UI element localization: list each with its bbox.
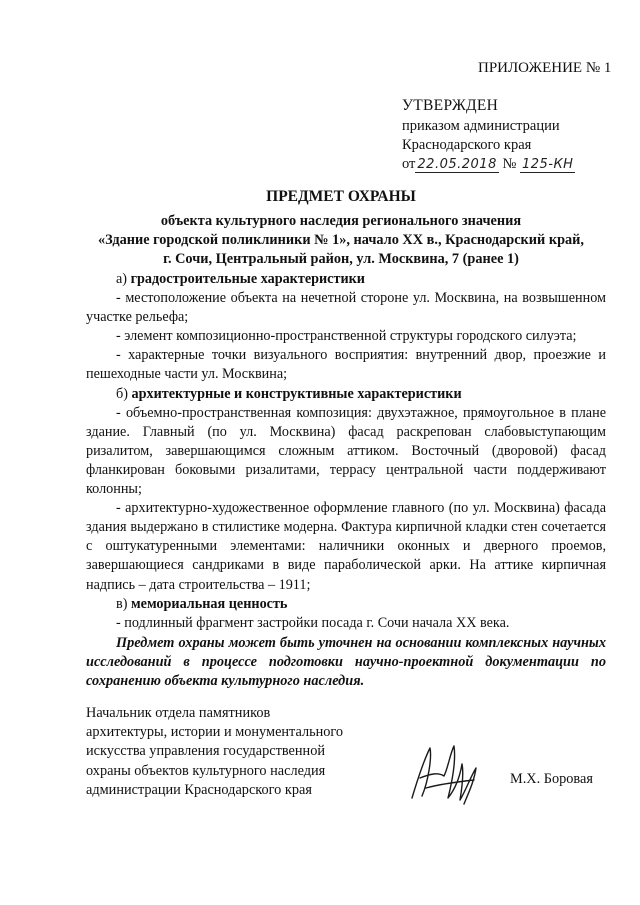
signer-line-1: Начальник отдела памятников	[86, 705, 271, 721]
document-heading	[86, 188, 596, 269]
handwritten-signature	[404, 738, 490, 810]
approval-date-line	[402, 155, 575, 174]
section-b-heading	[86, 385, 606, 404]
approval-block	[402, 96, 575, 174]
signer-line-5: администрации Краснодарского края	[86, 781, 312, 798]
signer-name: М.Х. Боровая	[510, 771, 593, 787]
section-c-item-1: - подлинный фрагмент застройки посада г. Сочи начала XX века.	[116, 614, 510, 631]
appendix-label: ПРИЛОЖЕНИЕ № 1	[478, 60, 612, 76]
handwritten-number: 125-КН	[521, 157, 574, 172]
signer-line-2: архитектуры, истории и монументального	[86, 724, 344, 741]
section-a-item-3: - характерные точки визуального восприятия: внутренний двор, проезжие и пешеходные части ул. Москвина;	[86, 347, 606, 383]
signer-line-4: охраны объектов культурного наследия	[86, 762, 326, 779]
page-title: ПРЕДМЕТ ОХРАНЫ	[266, 188, 416, 205]
section-b-item-1: - объемно-пространственная композиция: двухэтажное, прямоугольное в плане здание. Главный (по ул. Москвина) фасад раскрепован слабовыступающим ризалитом, завершающимся сложным аттиком. Восточный (дворовой) фасад фланкирован боковыми ризалитами, террасу центральной части поддерживают колонны;	[86, 404, 606, 498]
section-a-item-1: - местоположение объекта на нечетной стороне ул. Москвина, на возвышенном участке рельефа;	[86, 290, 606, 326]
approval-title: УТВЕРЖДЕН	[402, 97, 499, 114]
section-b-title: архитектурные и конструктивные характеристики	[131, 385, 462, 402]
approval-line-2: Краснодарского края	[402, 137, 532, 153]
section-c-heading	[86, 595, 606, 614]
approval-line-1: приказом администрации	[402, 118, 560, 134]
section-b-prefix: б)	[116, 385, 128, 402]
signer-line-3: искусства управления государственной	[86, 743, 325, 760]
heading-line-3: г. Сочи, Центральный район, ул. Москвина, 7 (ранее 1)	[163, 251, 519, 267]
signer-block	[86, 704, 386, 800]
number-prefix: №	[502, 156, 517, 172]
section-c-prefix: в)	[116, 595, 128, 612]
protection-note: Предмет охраны может быть уточнен на основании комплексных научных исследований в процессе подготовки научно-проектной документации по сохранению объекта культурного наследия.	[86, 635, 606, 689]
handwritten-date: 22.05.2018	[417, 157, 497, 172]
section-a-title: градостроительные характеристики	[130, 271, 365, 287]
section-c-title: мемориальная ценность	[130, 595, 288, 612]
section-b-item-2: - архитектурно-художественное оформление главного (по ул. Москвина) фасада здания выдержано в стилистике модерна. Фактура кирпичной кладки стен сочетается с оштукатуренными элементами: наличники оконных и дверного проемов, завершающиеся сандриками в виде параболической арки. На аттике кирпичная надпись – дата строительства – 1911;	[86, 500, 606, 593]
section-a-heading	[86, 270, 606, 289]
section-a-prefix: а)	[116, 271, 128, 287]
heading-line-1: объекта культурного наследия регионального значения	[160, 213, 522, 229]
date-prefix: от	[402, 156, 416, 172]
heading-line-2: «Здание городской поликлиники № 1», начало XX в., Краснодарский край,	[98, 232, 584, 248]
section-a-item-2: - элемент композиционно-пространственной структуры городского силуэта;	[116, 328, 577, 345]
document-body	[86, 270, 606, 633]
